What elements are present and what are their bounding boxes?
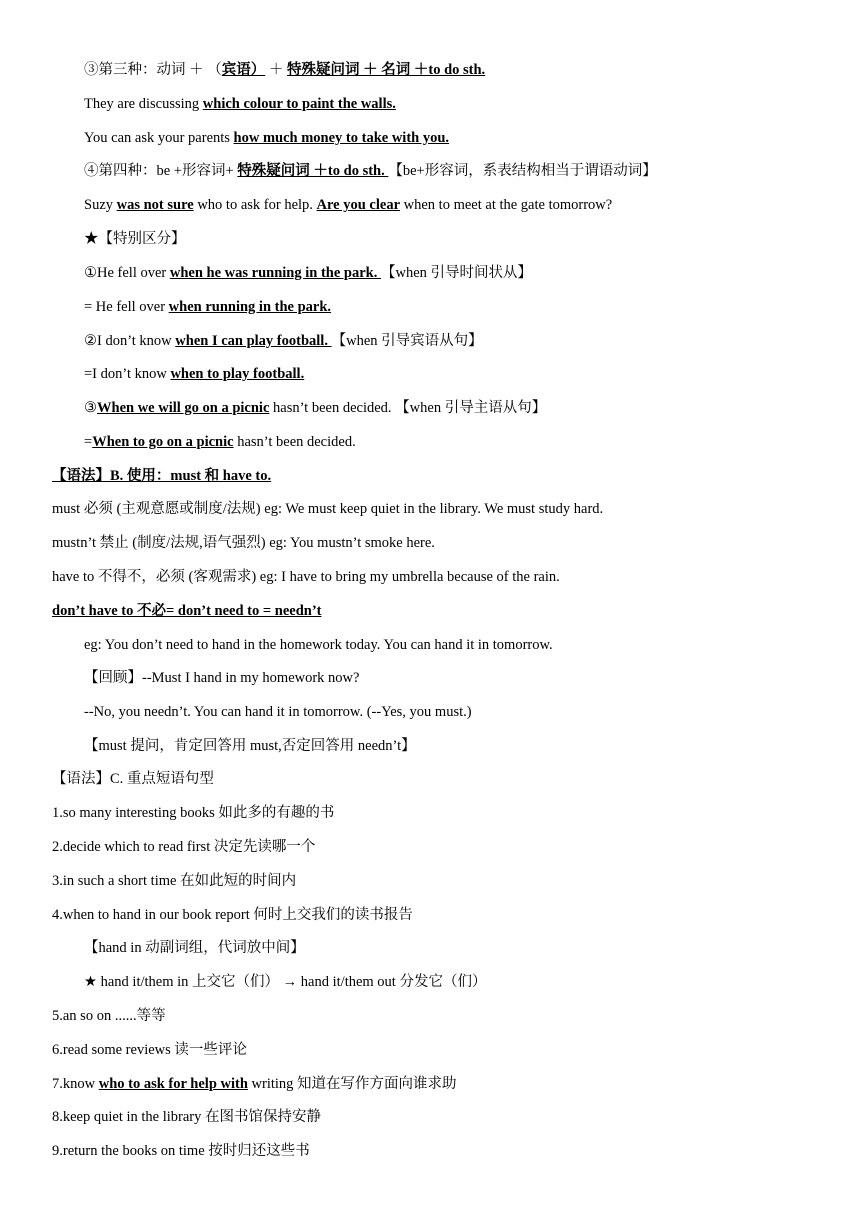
text: when to meet at the gate tomorrow? [400, 197, 613, 213]
phrase-item [52, 1007, 166, 1025]
example-sentence [84, 703, 472, 721]
text: eg: You don’t need to hand in the homework today. You can hand it in tomorrow. [84, 637, 553, 653]
grammar-heading-b [52, 467, 271, 485]
phrase-item [52, 804, 334, 822]
bold-underlined-text: who to ask for help with [98, 1076, 248, 1092]
example-sentence [84, 433, 356, 451]
example-sentence [84, 636, 553, 654]
phrase-item [52, 1041, 247, 1059]
bold-underlined-text: When we will go on a picnic [97, 400, 270, 416]
text: 5.an so on ......等等 [52, 1008, 166, 1024]
bold-underlined-text: when to play football. [170, 366, 305, 382]
text: 【语法】C. 重点短语句型 [52, 771, 214, 787]
bold-underlined-text: when running in the park. [168, 299, 332, 315]
bold-underlined-text: when he was running in the park. [169, 265, 381, 281]
text: 2.decide which to read first 决定先读哪一个 [52, 839, 316, 855]
text: 【回顾】--Must I hand in my homework now? [84, 670, 360, 686]
bold-underlined-text: 宾语） [221, 62, 266, 78]
bold-underlined-text: 特殊疑问词 ＋to do sth. [237, 163, 389, 179]
text: 【must 提问，肯定回答用 must,否定回答用 needn’t】 [84, 738, 416, 754]
bold-underlined-text: When to go on a picnic [92, 434, 234, 450]
text: 4.when to hand in our book report 何时上交我们的读书报告 [52, 907, 413, 923]
grammar-heading-c [52, 770, 214, 788]
bold-underlined-text: 特殊疑问词 ＋ 名词 ＋to do sth. [287, 62, 486, 78]
text: ③ [84, 400, 97, 416]
text: 6.read some reviews 读一些评论 [52, 1042, 247, 1058]
example-sentence [84, 365, 304, 383]
text: ★【特别区分】 [84, 231, 186, 247]
text: 3.in such a short time 在如此短的时间内 [52, 873, 297, 889]
phrase-item [52, 838, 315, 856]
text: hasn’t been decided. 【when 引导主语从句】 [269, 400, 547, 416]
text: 8.keep quiet in the library 在图书馆保持安静 [52, 1109, 322, 1125]
text: must 必须 (主观意愿或制度/法规) eg: We must keep quiet in the library. We must study hard. [52, 501, 604, 517]
definition-line [52, 500, 603, 518]
text: =I don’t know [84, 366, 171, 382]
section-heading [84, 230, 186, 248]
example-sentence [84, 129, 449, 147]
text: writing 知道在写作方面向谁求助 [247, 1076, 457, 1092]
bold-underlined-text: when I can play football. [175, 333, 332, 349]
text: = He fell over [84, 299, 169, 315]
text: ①He fell over [84, 265, 170, 281]
example-sentence [84, 332, 483, 350]
phrase-item [52, 1108, 321, 1126]
text: 【hand in 动副词组，代词放中间】 [84, 940, 305, 956]
phrase-item [52, 906, 413, 924]
rule-fourth-pattern [84, 162, 657, 180]
example-sentence [84, 399, 546, 417]
text: 【when 引导时间状从】 [380, 265, 533, 281]
text: 7.know [52, 1076, 99, 1092]
text: ★ hand it/them in 上交它（们） → hand it/them out 分发它（们） [84, 974, 487, 990]
example-sentence [84, 298, 331, 316]
text: 9.return the books on time 按时归还这些书 [52, 1143, 310, 1159]
bold-underlined-text: how much money to take with you. [233, 130, 450, 146]
text: 1.so many interesting books 如此多的有趣的书 [52, 805, 335, 821]
note-line [84, 939, 305, 957]
phrase-item [52, 1075, 457, 1093]
bold-underlined-text: was not sure [116, 197, 194, 213]
note-line [84, 973, 486, 991]
text: They are discussing [84, 96, 203, 112]
text: mustn’t 禁止 (制度/法规,语气强烈) eg: You mustn’t smoke here. [52, 535, 435, 551]
text: = [84, 434, 93, 450]
example-sentence [84, 669, 359, 687]
text: who to ask for help. [193, 197, 317, 213]
bold-underlined-text: which colour to paint the walls. [202, 96, 396, 112]
bold-underlined-text: 【语法】B. 使用：must 和 have to. [52, 468, 272, 484]
text: --No, you needn’t. You can hand it in tomorrow. (--Yes, you must.) [84, 704, 472, 720]
text: 【be+形容词，系表结构相当于谓语动词】 [388, 163, 657, 179]
text: 【when 引导宾语从句】 [331, 333, 483, 349]
text: have to 不得不，必须 (客观需求) eg: I have to bring my umbrella because of the rain. [52, 569, 560, 585]
definition-line [52, 602, 321, 620]
text: ③第三种：动词 ＋ （ [84, 62, 222, 78]
bold-underlined-text: Are you clear [316, 197, 401, 213]
definition-line [52, 534, 435, 552]
example-sentence [84, 264, 532, 282]
text: hasn’t been decided. [233, 434, 356, 450]
note-line [84, 737, 416, 755]
example-sentence [84, 95, 396, 113]
example-sentence [84, 196, 612, 214]
text: ④第四种：be +形容词+ [84, 163, 238, 179]
rule-third-pattern [84, 61, 485, 79]
bold-underlined-text: don’t have to 不必= don’t need to = needn’t [52, 603, 322, 619]
text: Suzy [84, 197, 117, 213]
text: ＋ [265, 62, 287, 78]
text: ②I don’t know [84, 333, 176, 349]
text: You can ask your parents [84, 130, 234, 146]
phrase-item [52, 872, 296, 890]
phrase-item [52, 1142, 310, 1160]
definition-line [52, 568, 560, 586]
